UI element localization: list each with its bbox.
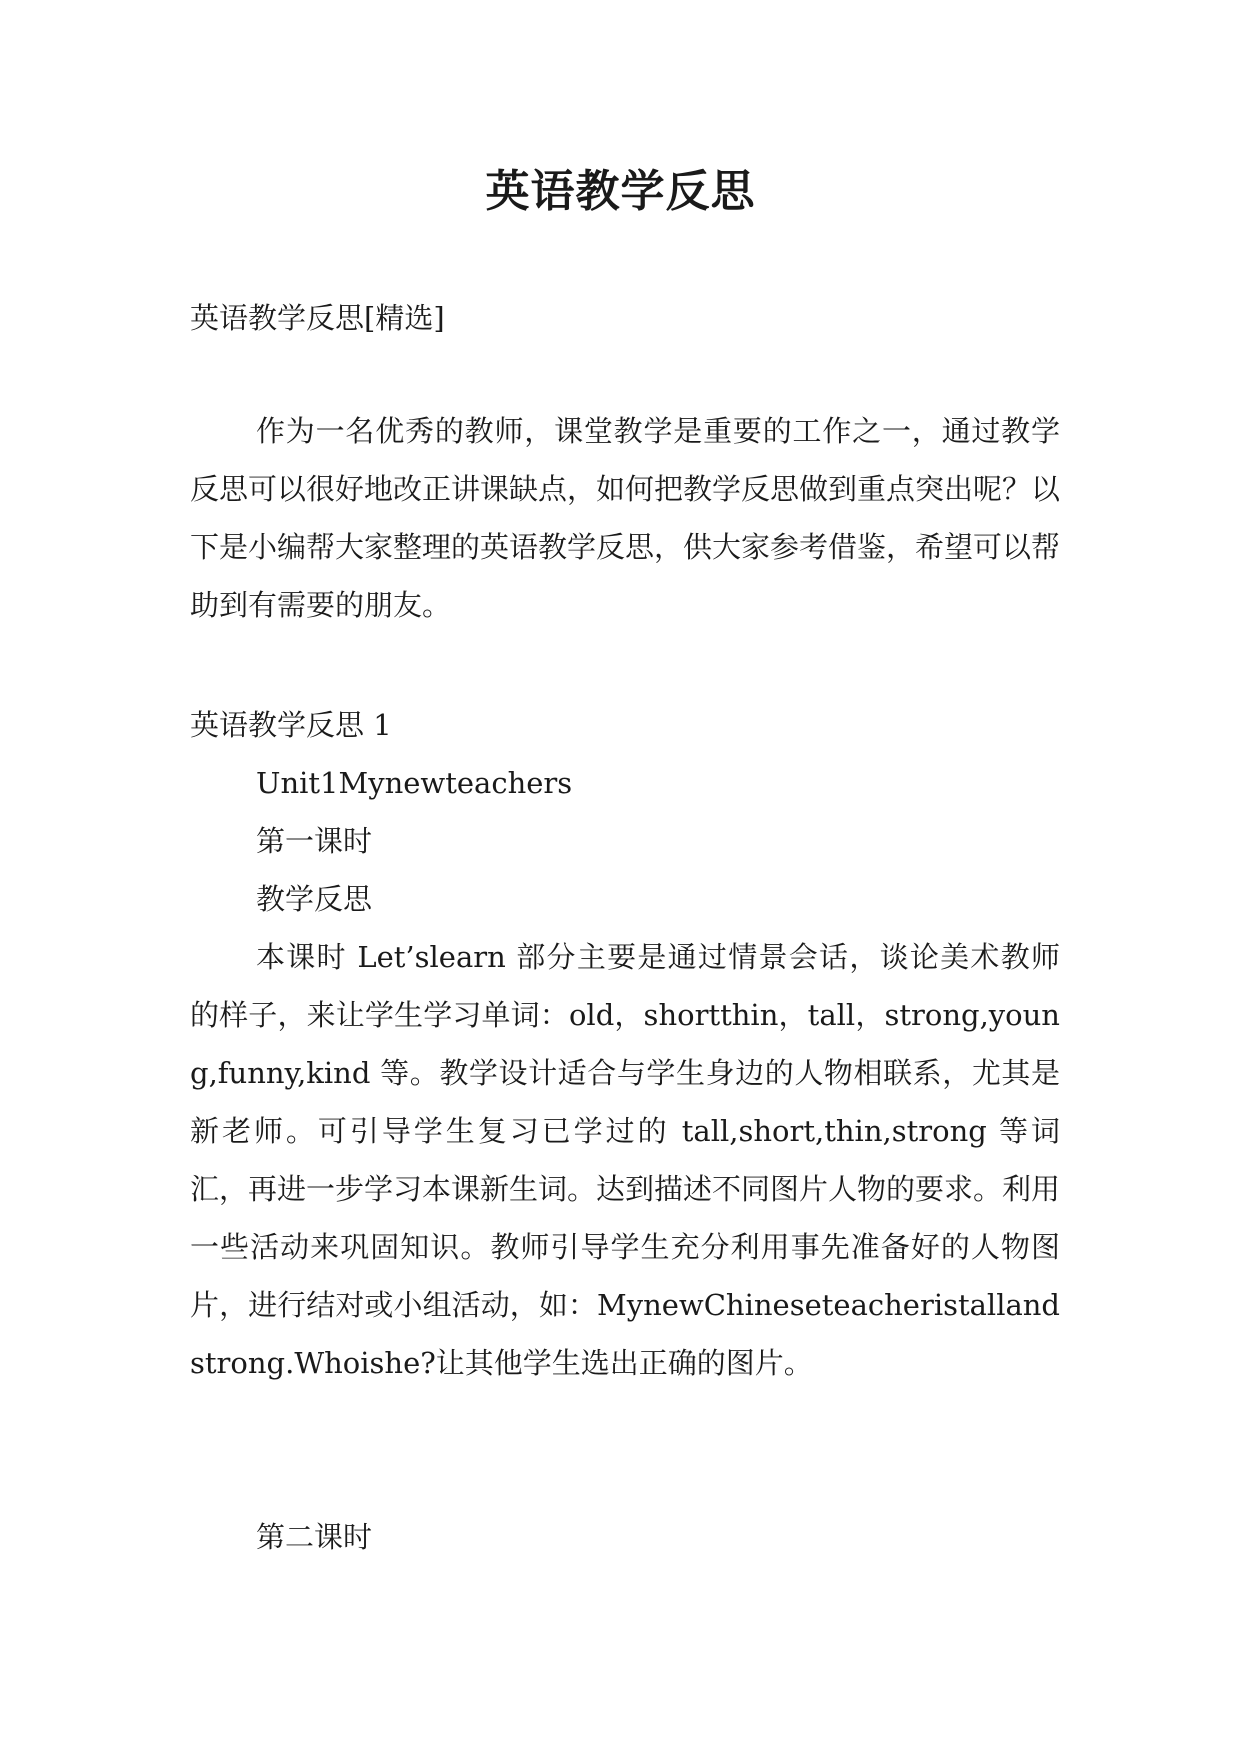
document-subtitle: 英语教学反思[精选]	[190, 301, 445, 335]
reflection-paragraph: 本课时 Let’slearn 部分主要是通过情景会话，谈论美术教师的样子，来让学生学习单词：old，shortthin，tall，strong,young,funny,kind 等。教学设计适合与学生身边的人物相联系，尤其是新老师。可引导学生复习已学过的 tall,short,thin,strong 等词汇，再进一步学习本课新生词。达到描述不同图片人物的要求。利用一些活动来巩固知识。教师引导学生充分利用事先准备好的人物图片，进行结对或小组活动，如：MynewChineseteacheristallandstrong.Whoishe?让其他学生选出正确的图片。	[190, 940, 1061, 1380]
intro-paragraph: 作为一名优秀的教师，课堂教学是重要的工作之一，通过教学反思可以很好地改正讲课缺点，如何把教学反思做到重点突出呢？以下是小编帮大家整理的英语教学反思，供大家参考借鉴，希望可以帮助到有需要的朋友。	[190, 414, 1061, 622]
lesson-two-heading: 第二课时	[256, 1520, 373, 1554]
reflection-heading: 教学反思	[256, 882, 373, 916]
document-title: 英语教学反思	[485, 166, 756, 217]
unit-title: Unit1Mynewteachers	[256, 766, 573, 800]
lesson-one-heading: 第一课时	[256, 824, 373, 858]
section-heading: 英语教学反思 1	[190, 708, 392, 742]
